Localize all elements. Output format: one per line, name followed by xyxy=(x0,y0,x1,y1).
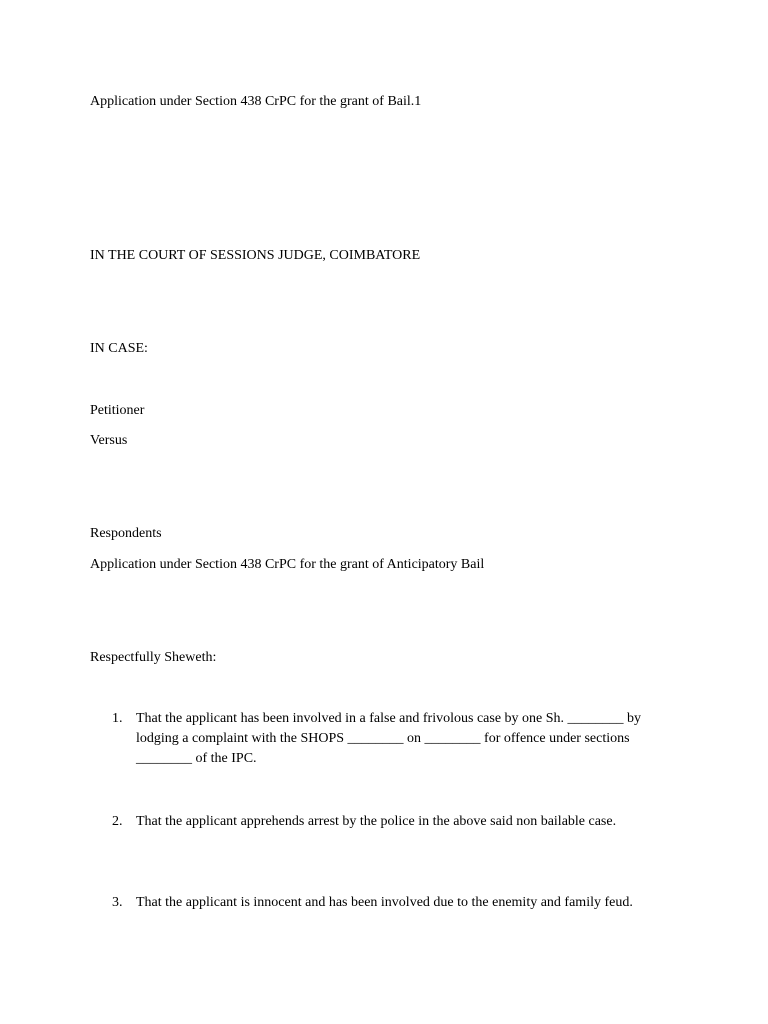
application-title: Application under Section 438 CrPC for the grant of Anticipatory Bail xyxy=(90,557,485,572)
list-item xyxy=(112,709,682,769)
list-item-number: 1. xyxy=(112,711,123,726)
in-case-label: IN CASE: xyxy=(90,341,148,356)
list-item xyxy=(112,893,682,913)
respectfully-sheweth: Respectfully Sheweth: xyxy=(90,650,217,665)
list-item-text: That the applicant is innocent and has been involved due to the enemity and family feud. xyxy=(136,895,633,910)
list-item-text: That the applicant has been involved in a false and frivolous case by one Sh. ________ by lodging a complaint with the SHOPS ________ on ________ for offence under sections ________ of the IPC. xyxy=(136,711,642,766)
court-title: IN THE COURT OF SESSIONS JUDGE, COIMBATORE xyxy=(90,248,421,263)
petitioner-label: Petitioner xyxy=(90,403,145,418)
list-item-text: That the applicant apprehends arrest by the police in the above said non bailable case. xyxy=(136,814,617,829)
list-item-number: 3. xyxy=(112,895,123,910)
document-header-title: Application under Section 438 CrPC for the grant of Bail.1 xyxy=(90,94,422,109)
list-item xyxy=(112,812,682,832)
versus-label: Versus xyxy=(90,433,128,448)
list-item-number: 2. xyxy=(112,814,123,829)
respondents-label: Respondents xyxy=(90,526,162,541)
